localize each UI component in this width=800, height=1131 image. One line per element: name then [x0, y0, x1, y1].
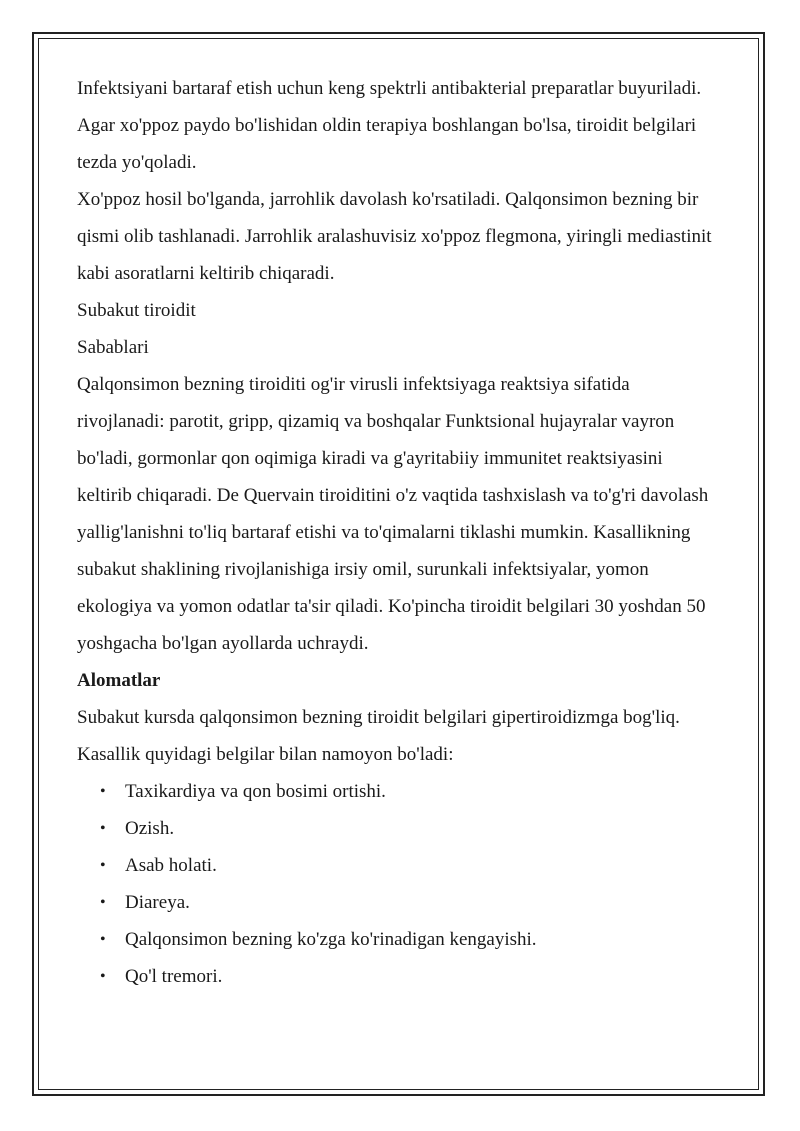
bullet-icon: • [100, 894, 106, 911]
list-item [77, 921, 717, 958]
document-body [77, 70, 717, 995]
list-item [77, 958, 717, 995]
bullet-icon: • [100, 820, 106, 837]
list-item-text: Qo'l tremori. [125, 966, 223, 987]
bullet-icon: • [100, 968, 106, 985]
paragraph-antibacterial-treatment: Infektsiyani bartaraf etish uchun keng spektrli antibakterial preparatlar buyuriladi. Agar xo'ppoz paydo bo'lishidan oldin terapiya boshlangan bo'lsa, tiroidit belgilari tezda yo'qoladi. [77, 78, 702, 173]
list-item [77, 773, 717, 810]
list-item-text: Qalqonsimon bezning ko'zga ko'rinadigan kengayishi. [125, 929, 537, 950]
paragraph-causes: Qalqonsimon bezning tiroiditi og'ir virusli infektsiyaga reaktsiya sifatida rivojlanadi: parotit, gripp, qizamiq va boshqalar Funktsional hujayralar vayron bo'ladi, gormonlar qon oqimiga kiradi va g'ayritabiiy immunitet reaktsiyasini keltirib chiqaradi. De Quervain tiroiditini o'z vaqtida tashxislash va to'g'ri davolash yallig'lanishni to'liq bartaraf etishi va to'qimalarni tiklashi mumkin. Kasallikning subakut shaklining rivojlanishiga irsiy omil, surunkali infektsiyalar, yomon ekologiya va yomon odatlar ta'sir qiladi. Ko'pincha tiroidit belgilari 30 yoshdan 50 yoshgacha bo'lgan ayollarda uchraydi. [77, 374, 709, 654]
section-title-symptoms: Alomatlar [77, 670, 161, 691]
paragraph-abscess-surgery: Xo'ppoz hosil bo'lganda, jarrohlik davolash ko'rsatiladi. Qalqonsimon bezning bir qismi olib tashlanadi. Jarrohlik aralashuvisiz xo'ppoz flegmona, yiringli mediastinit kabi asoratlarni keltirib chiqaradi. [77, 189, 712, 284]
list-item [77, 847, 717, 884]
list-item-text: Ozish. [125, 818, 175, 839]
bullet-icon: • [100, 857, 106, 874]
section-title-causes: Sabablari [77, 337, 149, 358]
section-title-subacute-thyroiditis: Subakut tiroidit [77, 300, 196, 321]
symptoms-list [77, 773, 717, 995]
list-item-text: Diareya. [125, 892, 190, 913]
bullet-icon: • [100, 783, 106, 800]
list-item [77, 884, 717, 921]
list-item [77, 810, 717, 847]
bullet-icon: • [100, 931, 106, 948]
paragraph-symptoms-intro: Subakut kursda qalqonsimon bezning tiroidit belgilari gipertiroidizmga bog'liq. Kasallik quyidagi belgilar bilan namoyon bo'ladi: [77, 707, 680, 765]
list-item-text: Taxikardiya va qon bosimi ortishi. [125, 781, 386, 802]
list-item-text: Asab holati. [125, 855, 217, 876]
